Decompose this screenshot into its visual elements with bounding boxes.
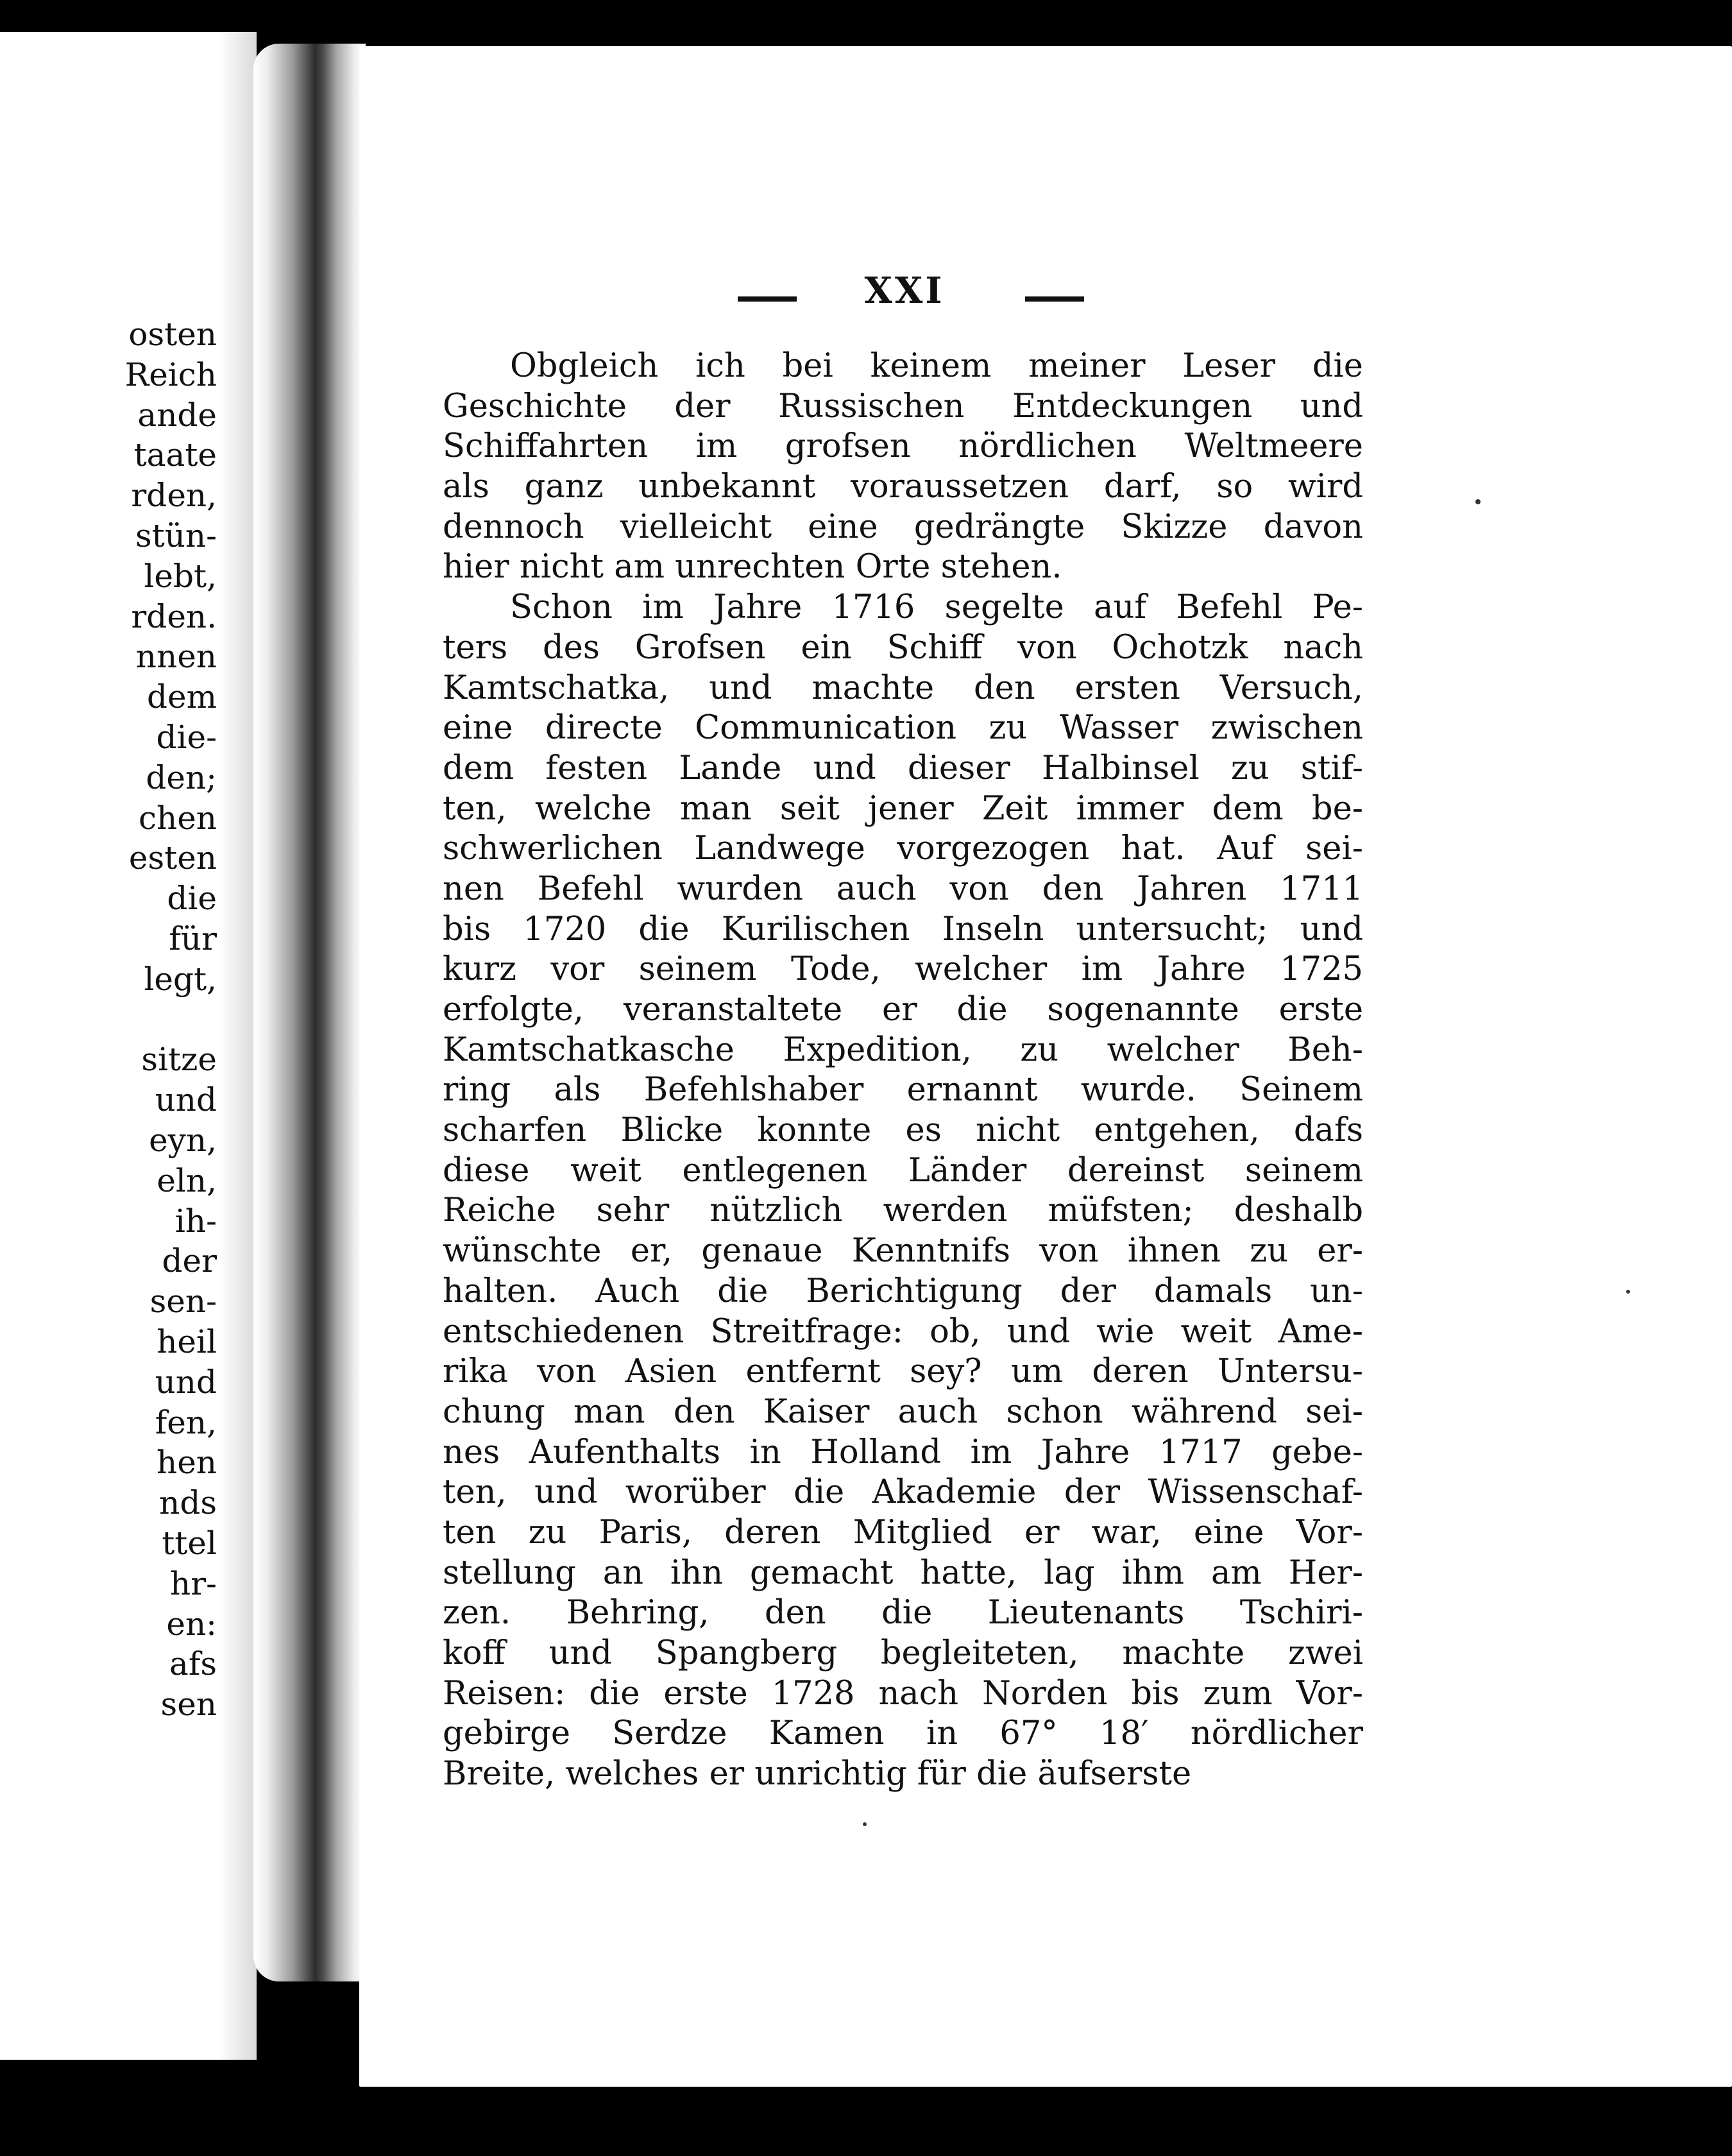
left-page-line: rden. <box>131 597 217 635</box>
text-line: Reiche sehr nützlich werden müfsten; deshalb <box>443 1192 1363 1230</box>
left-page-line: sen- <box>149 1283 217 1321</box>
left-page-line: hen <box>157 1444 217 1482</box>
text-line: diese weit entlegenen Länder dereinst seinem <box>443 1151 1363 1190</box>
text-line: Breite, welches er unrichtig für die äufserste <box>443 1755 1192 1793</box>
text-line: Reisen: die erste 1728 nach Norden bis zum Vor- <box>443 1674 1363 1713</box>
facing-left-page <box>0 32 257 2060</box>
left-page-line: den; <box>146 758 217 796</box>
left-page-line: stün- <box>135 517 217 554</box>
text-line: ring als Befehlshaber ernannt wurde. Seinem <box>443 1071 1363 1109</box>
left-page-line: sitze <box>141 1041 217 1079</box>
page-number: XXI <box>864 270 945 312</box>
text-line: dem festen Lande und dieser Halbinsel zu stif- <box>443 749 1363 787</box>
text-line: hier nicht am unrechten Orte stehen. <box>443 548 1062 586</box>
left-page-line: chen <box>139 799 217 837</box>
left-page-line: rden, <box>131 477 217 515</box>
text-line: rika von Asien entfernt sey? um deren Untersu- <box>443 1353 1363 1391</box>
left-page-line: dem <box>146 678 217 716</box>
left-page-gutter-shadow <box>218 32 257 2060</box>
body-paragraphs <box>443 346 1363 1795</box>
left-page-line: nds <box>159 1484 217 1522</box>
left-page-line: und <box>155 1363 217 1401</box>
text-line: wünschte er, genaue Kenntnifs von ihnen zu er- <box>443 1232 1363 1270</box>
left-page-text-fragments <box>125 314 217 1725</box>
text-line: Schon im Jahre 1716 segelte auf Befehl Pe- <box>510 588 1363 627</box>
text-line: chung man den Kaiser auch schon während sei- <box>443 1392 1363 1431</box>
text-line: Obgleich ich bei keinem meiner Leser die <box>510 347 1363 385</box>
text-line: zen. Behring, den die Lieutenants Tschiri- <box>443 1594 1363 1632</box>
text-line: ten zu Paris, deren Mitglied er war, eine Vor- <box>443 1513 1363 1552</box>
paper-speck <box>863 1822 867 1826</box>
header-right-dash <box>1025 296 1084 302</box>
left-page-line: ttel <box>162 1524 217 1562</box>
text-line: nen Befehl wurden auch von den Jahren 1711 <box>443 869 1363 908</box>
text-line: koff und Spangberg begleiteten, machte zwei <box>443 1634 1363 1672</box>
left-page-line: ih- <box>174 1202 217 1240</box>
left-page-line: afs <box>169 1645 217 1683</box>
left-page-line: fen, <box>155 1403 217 1441</box>
text-line: schwerlichen Landwege vorgezogen hat. Auf sei- <box>443 830 1363 868</box>
left-page-line: der <box>162 1242 217 1280</box>
text-line: Geschichte der Russischen Entdeckungen und <box>443 387 1363 425</box>
text-line: Schiffahrten im grofsen nördlichen Weltmeere <box>443 427 1363 466</box>
left-page-line: ande <box>137 396 217 434</box>
text-line: scharfen Blicke konnte es nicht entgehen, dafs <box>443 1111 1363 1150</box>
text-line: eine directe Communication zu Wasser zwischen <box>443 709 1363 748</box>
text-line: nes Aufenthalts in Holland im Jahre 1717 gebe- <box>443 1433 1363 1471</box>
text-line: gebirge Serdze Kamen in 67° 18′ nördlicher <box>443 1715 1363 1753</box>
text-line: Kamtschatkasche Expedition, zu welcher Beh- <box>443 1031 1363 1069</box>
left-page-line: und <box>155 1081 217 1119</box>
left-page-line: en: <box>166 1605 217 1643</box>
left-page-line: die <box>167 880 217 918</box>
text-line: stellung an ihn gemacht hatte, lag ihm am Her- <box>443 1553 1363 1592</box>
text-line: ters des Grofsen ein Schiff von Ochotzk nach <box>443 628 1363 667</box>
left-page-line: eln, <box>157 1161 217 1199</box>
left-page-line <box>125 1000 217 1040</box>
page-header <box>725 270 1084 314</box>
book-spine-fold <box>253 44 366 1981</box>
left-page-line: eyn, <box>149 1121 217 1159</box>
text-line: dennoch vielleicht eine gedrängte Skizze davon <box>443 508 1363 546</box>
left-page-line: hr- <box>170 1564 217 1602</box>
text-line: ten, und worüber die Akademie der Wissenschaf- <box>443 1473 1363 1512</box>
left-page-line: heil <box>157 1322 217 1360</box>
text-line: kurz vor seinem Tode, welcher im Jahre 1725 <box>443 950 1363 989</box>
text-line: als ganz unbekannt voraussetzen darf, so wird <box>443 468 1363 506</box>
left-page-line: nnen <box>135 638 217 676</box>
left-page-line: osten <box>128 316 217 353</box>
text-line: erfolgte, veranstaltete er die sogenannte erste <box>443 991 1363 1029</box>
left-page-line: die- <box>156 718 217 756</box>
left-page-line: lebt, <box>144 557 217 595</box>
text-line: Kamtschatka, und machte den ersten Versuch, <box>443 669 1363 707</box>
text-line: bis 1720 die Kurilischen Inseln untersucht; und <box>443 910 1363 948</box>
text-line: halten. Auch die Berichtigung der damals un- <box>443 1272 1363 1310</box>
left-page-line: taate <box>133 436 217 474</box>
left-page-line: sen <box>160 1686 217 1724</box>
text-line: ten, welche man seit jener Zeit immer dem be- <box>443 789 1363 828</box>
paper-speck <box>1475 499 1481 504</box>
left-page-line: Reich <box>124 355 217 393</box>
paper-speck <box>1626 1290 1630 1294</box>
left-page-line: für <box>169 920 217 957</box>
text-line: entschiedenen Streitfrage: ob, und wie weit Ame- <box>443 1312 1363 1351</box>
left-page-line: legt, <box>144 960 217 998</box>
left-page-line: esten <box>128 839 217 877</box>
